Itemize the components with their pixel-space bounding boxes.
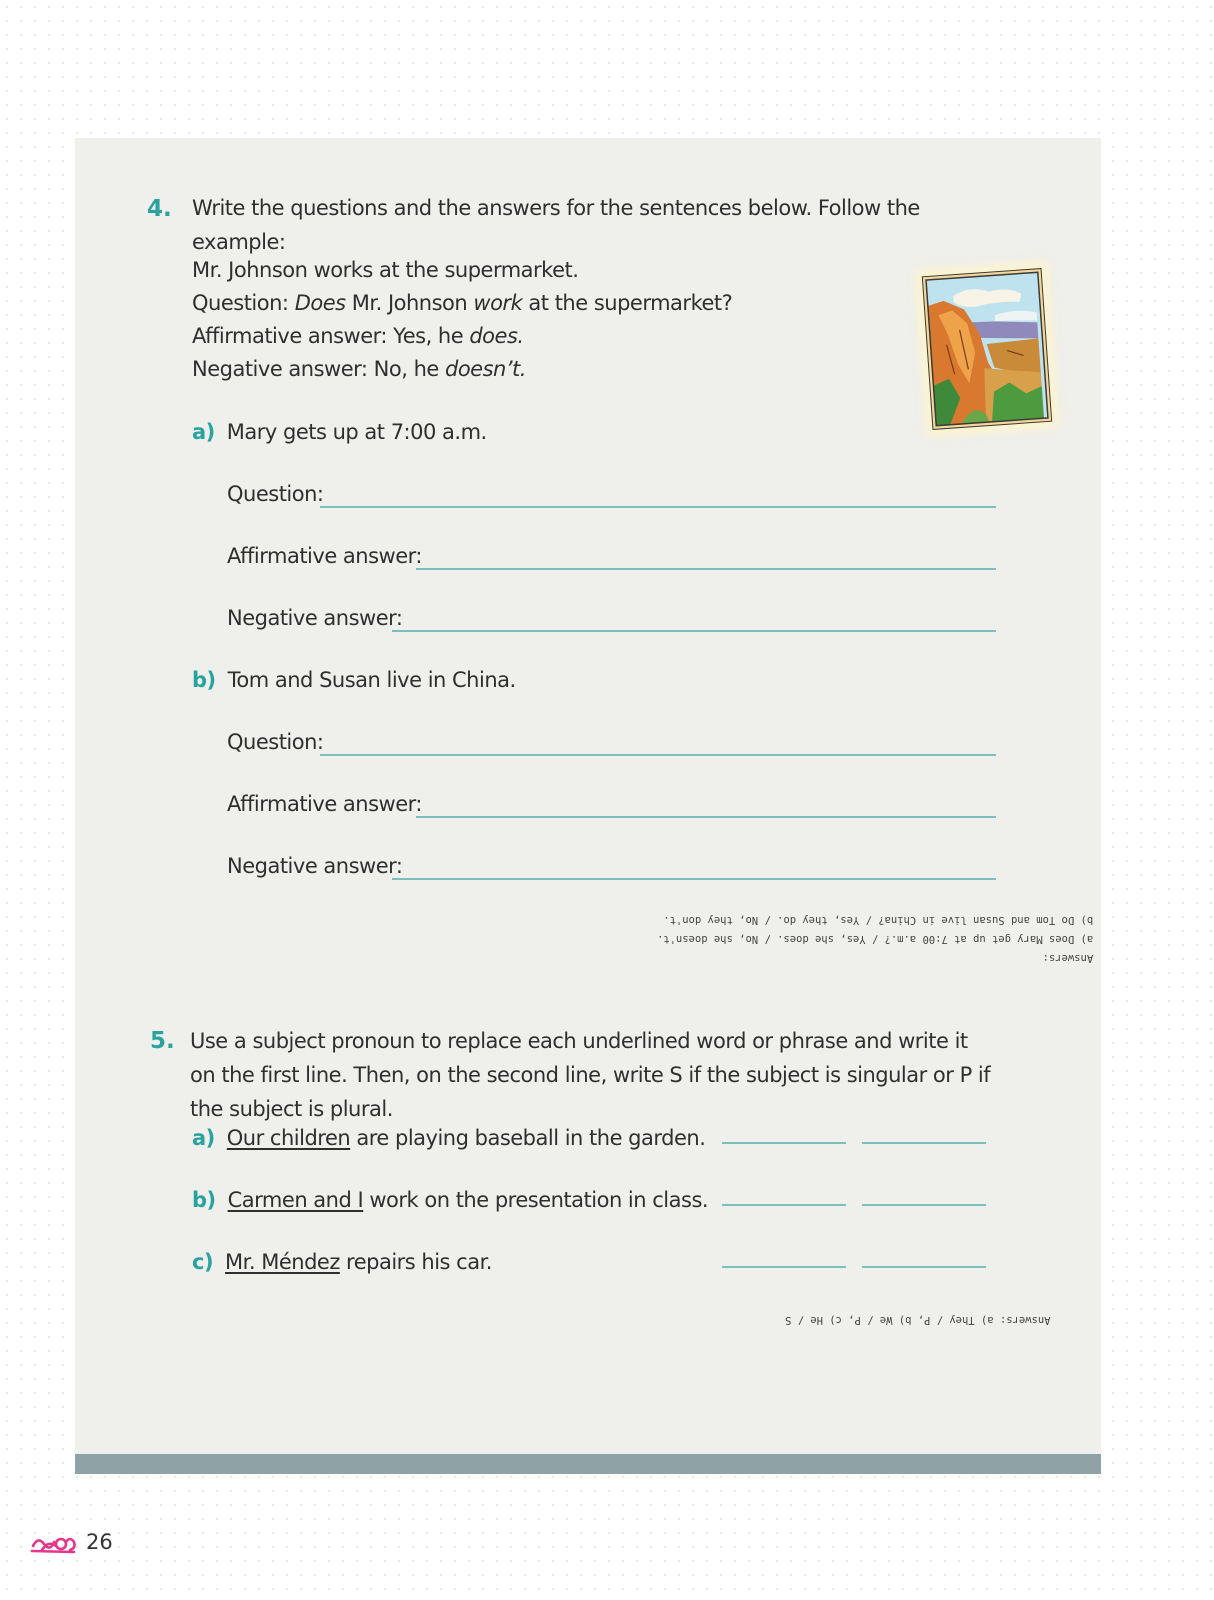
page-number: 26 bbox=[86, 1530, 113, 1554]
item-b-question-label: Question: bbox=[227, 730, 324, 754]
item-a-affirmative-label: Affirmative answer: bbox=[227, 544, 422, 568]
exercise-4-number: 4. bbox=[147, 196, 172, 222]
card-footer-bar bbox=[75, 1454, 1101, 1474]
item-a-negative-line[interactable] bbox=[392, 630, 996, 632]
exercise-5-item-c: c) Mr. Méndez repairs his car. bbox=[192, 1250, 492, 1274]
item-b-question-line[interactable] bbox=[320, 754, 996, 756]
item-b-negative-label: Negative answer: bbox=[227, 854, 403, 878]
example-sentence: Mr. Johnson works at the supermarket. bbox=[192, 258, 579, 282]
item-a-affirmative-line[interactable] bbox=[416, 568, 996, 570]
exercise-5-answers: Answers: a) They / P, b) We / P, c) He / S bbox=[785, 1314, 1051, 1326]
item-b-pronoun-line[interactable] bbox=[722, 1204, 846, 1206]
exercise-5-number: 5. bbox=[150, 1028, 175, 1054]
worksheet-card bbox=[75, 138, 1101, 1474]
item-a-pronoun-line[interactable] bbox=[722, 1142, 846, 1144]
example-affirmative: Affirmative answer: Yes, he does. bbox=[192, 324, 524, 348]
item-b-affirmative-line[interactable] bbox=[416, 816, 996, 818]
item-a-question-label: Question: bbox=[227, 482, 324, 506]
canyon-picture bbox=[922, 268, 1052, 430]
exercise-4-item-a: a) Mary gets up at 7:00 a.m. bbox=[192, 420, 487, 444]
item-a-number-line[interactable] bbox=[862, 1142, 986, 1144]
example-question: Question: Does Mr. Johnson work at the supermarket? bbox=[192, 291, 733, 315]
item-c-number-line[interactable] bbox=[862, 1266, 986, 1268]
exercise-4-answers: Answers: a) Does Mary get up at 7:00 a.m.? / Yes, she does. / No, she doesn't. b) Do Tom and Susan live in China? / Yes, they do. / No, they don't. bbox=[657, 914, 1094, 964]
item-b-number-line[interactable] bbox=[862, 1204, 986, 1206]
exercise-5-instruction: Use a subject pronoun to replace each underlined word or phrase and write it on the first line. Then, on the second line, write S if the subject is singular or P if the subject is plural. bbox=[190, 1029, 991, 1121]
item-a-question-line[interactable] bbox=[320, 506, 996, 508]
exercise-4-item-b: b) Tom and Susan live in China. bbox=[192, 668, 516, 692]
exercise-4-instruction: Write the questions and the answers for the sentences below. Follow the example: bbox=[192, 196, 920, 254]
publisher-logo-icon bbox=[30, 1532, 78, 1560]
item-b-negative-line[interactable] bbox=[392, 878, 996, 880]
item-c-pronoun-line[interactable] bbox=[722, 1266, 846, 1268]
example-negative: Negative answer: No, he doesn’t. bbox=[192, 357, 526, 381]
item-a-negative-label: Negative answer: bbox=[227, 606, 403, 630]
item-b-affirmative-label: Affirmative answer: bbox=[227, 792, 422, 816]
exercise-5-item-b: b) Carmen and I work on the presentation in class. bbox=[192, 1188, 709, 1212]
exercise-5-item-a: a) Our children are playing baseball in the garden. bbox=[192, 1126, 706, 1150]
